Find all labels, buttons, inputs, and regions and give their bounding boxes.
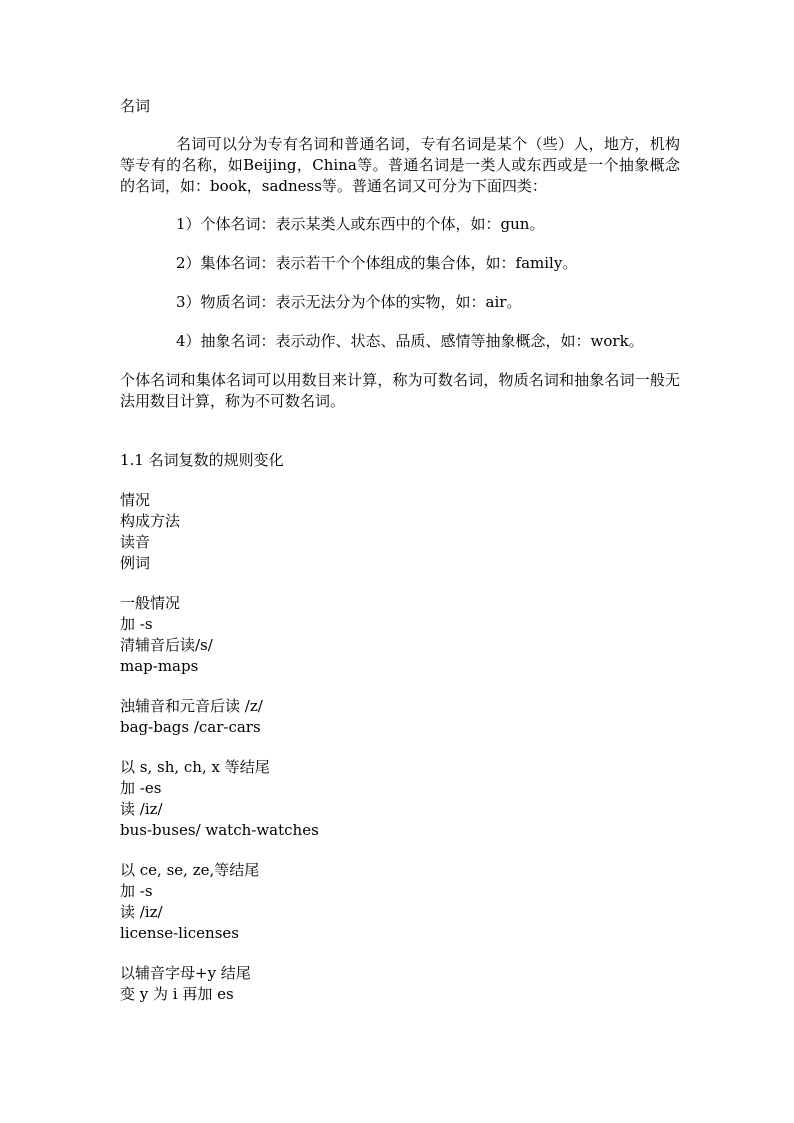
rule-method: 加 -s (120, 882, 153, 900)
rule-method: 加 -s (120, 615, 153, 633)
rule-pronunciation: 读 /iz/ (120, 903, 163, 921)
rule-sibilant-ending (120, 757, 680, 841)
rule-pronunciation: 清辅音后读/s/ (120, 636, 213, 654)
rule-pronunciation: 读 /iz/ (120, 800, 163, 818)
table-header-block (120, 490, 680, 574)
header-example: 例词 (120, 554, 151, 572)
rule-situation: 以辅音字母+y 结尾 (120, 964, 251, 982)
rule-method: 变 y 为 i 再加 es (120, 985, 234, 1003)
intro-paragraph: 名词可以分为专有名词和普通名词，专有名词是某个（些）人，地方，机构等专有的名称，如Beijing，China等。普通名词是一类人或东西或是一个抽象概念的名词，如：book，sadness等。普通名词又可分为下面四类： (120, 135, 680, 195)
rule-pronunciation: 浊辅音和元音后读 /z/ (120, 697, 263, 715)
rule-voiced (120, 696, 680, 738)
rule-situation: 以 s, sh, ch, x 等结尾 (120, 758, 270, 776)
section-heading: 1.1 名词复数的规则变化 (120, 451, 284, 469)
rule-method: 加 -es (120, 779, 162, 797)
rule-consonant-y (120, 963, 680, 1005)
rule-general (120, 593, 680, 677)
noun-type-material: 3）物质名词：表示无法分为个体的实物，如：air。 (176, 293, 522, 311)
header-method: 构成方法 (120, 512, 181, 530)
noun-type-individual: 1）个体名词：表示某类人或东西中的个体，如：gun。 (176, 215, 545, 233)
header-situation: 情况 (120, 491, 151, 509)
rule-situation: 一般情况 (120, 594, 181, 612)
rule-example: license-licenses (120, 924, 239, 942)
summary-paragraph: 个体名词和集体名词可以用数目来计算，称为可数名词，物质名词和抽象名词一般无法用数目计算，称为不可数名词。 (120, 371, 680, 410)
document-page (120, 96, 680, 1024)
rule-example: bag-bags /car-cars (120, 718, 261, 736)
header-pronunciation: 读音 (120, 533, 151, 551)
rule-e-ending (120, 860, 680, 944)
noun-type-abstract: 4）抽象名词：表示动作、状态、品质、感情等抽象概念，如：work。 (176, 332, 644, 350)
document-title: 名词 (120, 97, 151, 115)
rule-situation: 以 ce, se, ze,等结尾 (120, 861, 260, 879)
noun-type-collective: 2）集体名词：表示若干个个体组成的集合体，如：family。 (176, 254, 578, 272)
rule-example: bus-buses/ watch-watches (120, 821, 319, 839)
rule-example: map-maps (120, 657, 199, 675)
